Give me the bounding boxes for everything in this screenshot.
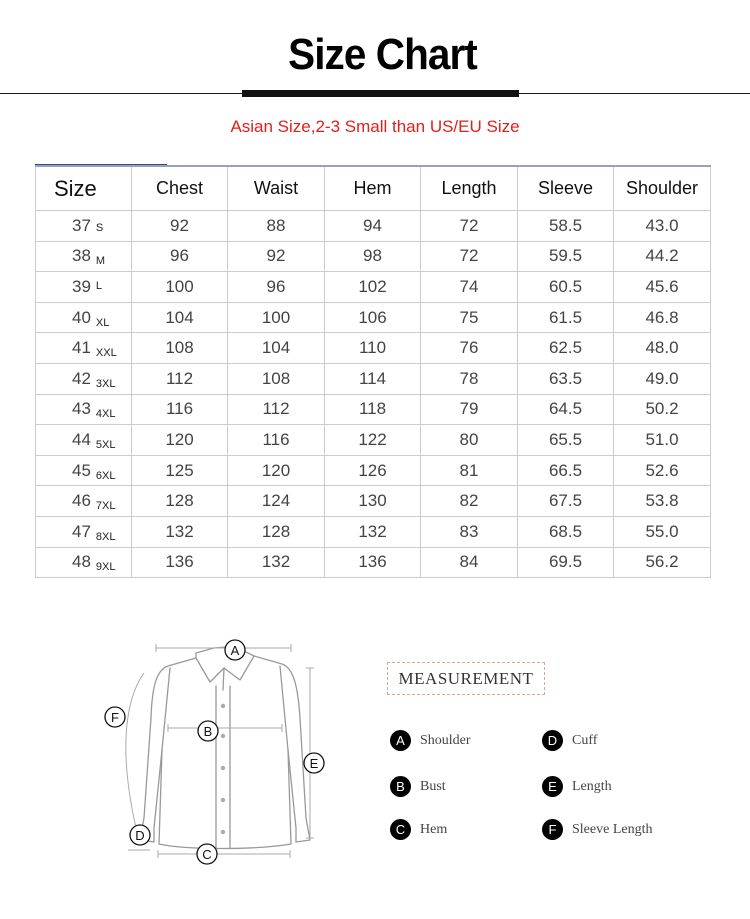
column-header-sleeve: Sleeve xyxy=(518,166,614,211)
cuff-lines xyxy=(140,840,310,842)
size-code: XL xyxy=(95,316,110,329)
table-cell: 75 xyxy=(421,302,518,333)
shirt-buttons xyxy=(221,704,225,834)
marker-a xyxy=(225,640,245,660)
table-row xyxy=(36,516,711,547)
shoulder-guide xyxy=(156,644,291,652)
size-cell xyxy=(36,211,132,242)
left-body-side xyxy=(159,668,170,844)
table-cell: 62.5 xyxy=(518,333,614,364)
sleeve-guide xyxy=(126,673,144,828)
table-cell: 52.6 xyxy=(614,455,711,486)
table-cell: 84 xyxy=(421,547,518,578)
legend-item-bust xyxy=(390,776,446,797)
table-cell: 50.2 xyxy=(614,394,711,425)
legend-label: Bust xyxy=(420,778,446,794)
table-cell: 132 xyxy=(325,516,421,547)
size-cell xyxy=(36,486,132,517)
table-body xyxy=(36,211,711,578)
svg-text:E: E xyxy=(309,756,319,771)
legend-letter: C xyxy=(390,819,411,840)
table-cell: 126 xyxy=(325,455,421,486)
legend-letter: D xyxy=(542,730,563,751)
table-cell: 92 xyxy=(132,211,228,242)
table-cell: 55.0 xyxy=(614,516,711,547)
svg-text:C: C xyxy=(202,847,212,862)
table-row xyxy=(36,455,711,486)
table-cell: 88 xyxy=(228,211,325,242)
table-cell: 94 xyxy=(325,211,421,242)
hem-guide xyxy=(158,850,290,858)
table-cell: 130 xyxy=(325,486,421,517)
title-underline-bar xyxy=(242,90,519,97)
size-cell xyxy=(36,302,132,333)
table-row xyxy=(36,302,711,333)
size-number: 47 xyxy=(72,521,91,541)
size-cell xyxy=(36,425,132,456)
svg-text:D: D xyxy=(135,828,145,843)
column-header-size: Size xyxy=(36,166,132,211)
size-note: Asian Size,2-3 Small than US/EU Size xyxy=(230,117,520,136)
table-cell: 63.5 xyxy=(518,363,614,394)
legend-item-length xyxy=(542,776,612,797)
table-cell: 51.0 xyxy=(614,425,711,456)
column-header-chest: Chest xyxy=(132,166,228,211)
legend-label: Sleeve Length xyxy=(572,821,653,837)
size-code: XXL xyxy=(95,347,117,360)
table-cell: 96 xyxy=(228,272,325,303)
page-title: Size Chart xyxy=(288,30,477,79)
legend-letter: F xyxy=(542,819,563,840)
table-cell: 102 xyxy=(325,272,421,303)
table-cell: 81 xyxy=(421,455,518,486)
table-cell: 58.5 xyxy=(518,211,614,242)
legend-letter: B xyxy=(390,776,411,797)
size-cell xyxy=(36,272,132,303)
table-cell: 49.0 xyxy=(614,363,711,394)
table-cell: 106 xyxy=(325,302,421,333)
table-header-row xyxy=(36,166,711,211)
right-body-side xyxy=(280,666,291,844)
size-number: 45 xyxy=(72,460,91,480)
table-cell: 108 xyxy=(132,333,228,364)
table-row xyxy=(36,272,711,303)
legend-label: Cuff xyxy=(572,732,598,748)
table-cell: 104 xyxy=(228,333,325,364)
table-cell: 78 xyxy=(421,363,518,394)
size-code: 9XL xyxy=(95,561,116,574)
size-code: L xyxy=(95,279,103,292)
size-cell xyxy=(36,547,132,578)
table-row xyxy=(36,241,711,272)
bust-guide xyxy=(168,724,282,732)
size-code: 4XL xyxy=(95,408,116,421)
table-cell: 114 xyxy=(325,363,421,394)
marker-b xyxy=(198,721,218,741)
legend-label: Length xyxy=(572,778,612,794)
size-code: 3XL xyxy=(95,377,116,390)
svg-text:F: F xyxy=(111,710,119,725)
size-number: 46 xyxy=(72,491,91,511)
table-cell: 80 xyxy=(421,425,518,456)
table-cell: 92 xyxy=(228,241,325,272)
collar-stand xyxy=(223,668,224,690)
table-cell: 125 xyxy=(132,455,228,486)
table-cell: 83 xyxy=(421,516,518,547)
legend-item-sleeve-length xyxy=(542,819,652,840)
table-cell: 67.5 xyxy=(518,486,614,517)
table-row xyxy=(36,547,711,578)
size-number: 40 xyxy=(72,307,91,327)
table-cell: 72 xyxy=(421,211,518,242)
table-cell: 45.6 xyxy=(614,272,711,303)
table-cell: 116 xyxy=(132,394,228,425)
table-cell: 110 xyxy=(325,333,421,364)
table-cell: 69.5 xyxy=(518,547,614,578)
size-table xyxy=(35,165,711,578)
table-cell: 118 xyxy=(325,394,421,425)
table-cell: 132 xyxy=(228,547,325,578)
legend-letter: A xyxy=(390,730,411,751)
table-cell: 82 xyxy=(421,486,518,517)
table-cell: 76 xyxy=(421,333,518,364)
table-cell: 56.2 xyxy=(614,547,711,578)
column-header-hem: Hem xyxy=(325,166,421,211)
table-row xyxy=(36,486,711,517)
svg-text:A: A xyxy=(230,643,240,658)
legend-item-shoulder xyxy=(390,730,471,751)
table-cell: 112 xyxy=(132,363,228,394)
legend-item-hem xyxy=(390,819,447,840)
table-cell: 100 xyxy=(228,302,325,333)
size-number: 42 xyxy=(72,368,91,388)
table-cell: 66.5 xyxy=(518,455,614,486)
table-cell: 112 xyxy=(228,394,325,425)
legend-label: Hem xyxy=(420,821,448,837)
size-number: 48 xyxy=(72,552,91,572)
measurement-heading: MEASUREMENT xyxy=(387,662,545,695)
table-cell: 59.5 xyxy=(518,241,614,272)
table-cell: 108 xyxy=(228,363,325,394)
size-code: M xyxy=(95,255,106,268)
size-code: S xyxy=(95,221,104,234)
table-cell: 124 xyxy=(228,486,325,517)
size-number: 43 xyxy=(72,399,91,419)
table-cell: 96 xyxy=(132,241,228,272)
table-cell: 65.5 xyxy=(518,425,614,456)
table-cell: 128 xyxy=(132,486,228,517)
size-cell xyxy=(36,363,132,394)
size-cell xyxy=(36,333,132,364)
title-area xyxy=(0,0,750,100)
marker-d xyxy=(130,825,150,845)
table-cell: 116 xyxy=(228,425,325,456)
table-cell: 79 xyxy=(421,394,518,425)
size-number: 37 xyxy=(72,215,91,235)
legend-item-cuff xyxy=(542,730,597,751)
marker-f xyxy=(105,707,125,727)
size-cell xyxy=(36,455,132,486)
table-row xyxy=(36,363,711,394)
size-cell xyxy=(36,394,132,425)
table-cell: 64.5 xyxy=(518,394,614,425)
column-header-length: Length xyxy=(421,166,518,211)
table-cell: 122 xyxy=(325,425,421,456)
table-row xyxy=(36,333,711,364)
size-number: 41 xyxy=(72,338,91,358)
size-cell xyxy=(36,516,132,547)
size-code: 6XL xyxy=(95,469,116,482)
table-row xyxy=(36,425,711,456)
marker-e xyxy=(304,753,324,773)
table-cell: 74 xyxy=(421,272,518,303)
marker-c xyxy=(197,844,217,864)
column-header-waist: Waist xyxy=(228,166,325,211)
size-code: 8XL xyxy=(95,530,116,543)
table-cell: 136 xyxy=(132,547,228,578)
column-header-shoulder: Shoulder xyxy=(614,166,711,211)
size-number: 39 xyxy=(72,276,91,296)
table-cell: 44.2 xyxy=(614,241,711,272)
table-cell: 132 xyxy=(132,516,228,547)
table-cell: 60.5 xyxy=(518,272,614,303)
table-cell: 53.8 xyxy=(614,486,711,517)
size-code: 7XL xyxy=(95,500,116,513)
table-cell: 48.0 xyxy=(614,333,711,364)
table-cell: 136 xyxy=(325,547,421,578)
table-cell: 43.0 xyxy=(614,211,711,242)
table-cell: 120 xyxy=(228,455,325,486)
size-cell xyxy=(36,241,132,272)
size-code: 5XL xyxy=(95,438,116,451)
table-row xyxy=(36,211,711,242)
table-row xyxy=(36,394,711,425)
size-number: 38 xyxy=(72,246,91,266)
shirt-diagram xyxy=(96,628,346,868)
table-cell: 120 xyxy=(132,425,228,456)
table-cell: 104 xyxy=(132,302,228,333)
legend-letter: E xyxy=(542,776,563,797)
legend-label: Shoulder xyxy=(420,732,471,748)
table-cell: 98 xyxy=(325,241,421,272)
table-cell: 100 xyxy=(132,272,228,303)
table-cell: 61.5 xyxy=(518,302,614,333)
size-number: 44 xyxy=(72,429,91,449)
table-cell: 46.8 xyxy=(614,302,711,333)
table-cell: 128 xyxy=(228,516,325,547)
svg-text:B: B xyxy=(203,724,213,739)
shirt-hem xyxy=(159,844,291,849)
table-cell: 68.5 xyxy=(518,516,614,547)
table-cell: 72 xyxy=(421,241,518,272)
